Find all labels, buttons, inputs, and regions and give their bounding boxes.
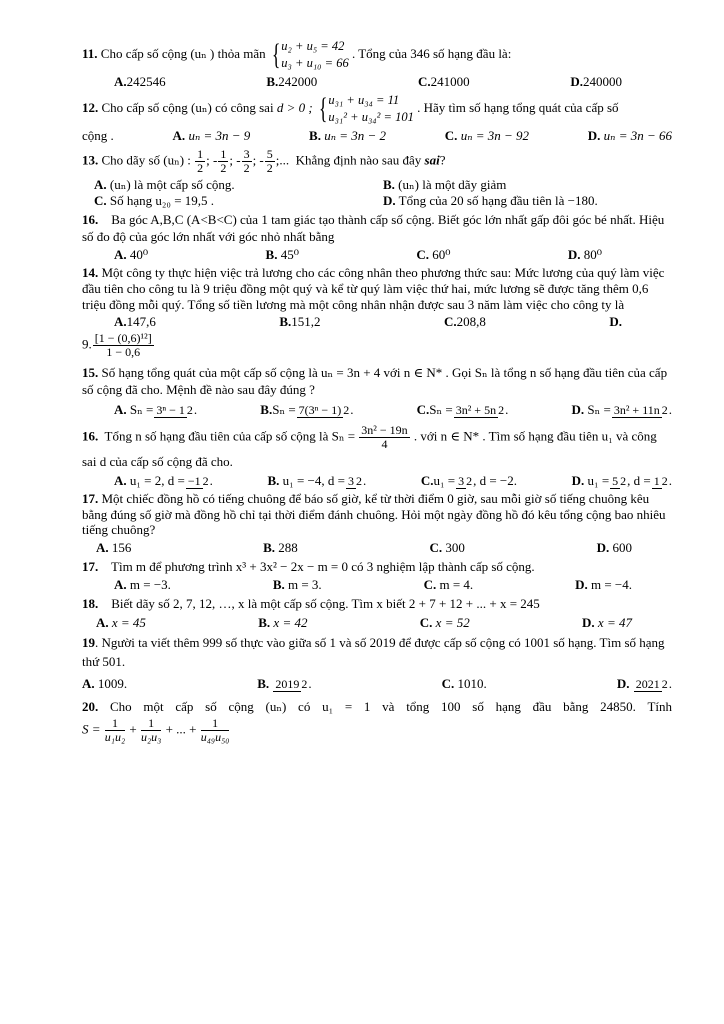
option-d[interactable]: D. x = 47 <box>582 614 632 630</box>
option-b[interactable]: B. (uₙ) là một dãy giảm <box>383 176 507 192</box>
option-c[interactable]: C. m = 4. <box>423 577 474 593</box>
option-d[interactable]: D. <box>609 314 622 330</box>
option-c[interactable]: C.u₁ = 3 2, d = −2. <box>420 473 518 489</box>
question-19: 19. Người ta viết thêm 999 số thực vào giữa số 1 và số 2019 để được cấp số cộng có 1001 số hạng. Tìm số hạng thứ 501. <box>82 634 665 670</box>
option-a[interactable]: A. u₁ = 2, d = −1 2. <box>114 473 213 489</box>
option-c[interactable]: C. Số hạng u₂₀ = 19,5 . <box>94 192 215 208</box>
option-b[interactable]: B. u₁ = −4, d = 3 2. <box>267 473 367 489</box>
option-d[interactable]: D. Sₙ = 3n² + 11n 2. <box>571 402 672 418</box>
option-b[interactable]: B. m = 3. <box>272 577 322 593</box>
option-b[interactable]: B.Sₙ = 7(3ⁿ − 1) 2. <box>260 402 354 418</box>
exercise-page <box>82 38 672 744</box>
option-a[interactable]: A. x = 45 <box>96 614 146 630</box>
option-b[interactable]: B. x = 42 <box>258 614 308 630</box>
option-a[interactable]: A. Sₙ = 3ⁿ − 1 2. <box>114 402 198 418</box>
option-c[interactable]: C. 60⁰ <box>416 247 451 263</box>
option-b[interactable]: B. 288 <box>263 540 298 556</box>
option-a[interactable]: A.242546 <box>114 73 166 89</box>
question-16a: 16. Ba góc A,B,C (A<B<C) của 1 tam giác tạo thành cấp số cộng. Biết góc lớn nhất gấp đôi góc bé nhất. Hiệu số đo độ của góc lớn nhất với góc nhỏ nhất bằng <box>82 211 665 245</box>
option-c[interactable]: C.Sₙ = 3n² + 5n 2. <box>416 402 509 418</box>
option-c[interactable]: C.208,8 <box>444 314 486 330</box>
answer-options <box>82 314 672 330</box>
answer-options <box>82 177 672 209</box>
question-14: 14. Một công ty thực hiện việc trả lương cho các công nhân theo phương thức sau: Mức lương của quý làm việc đầu tiên cho công tu là 9 triệu đồng một quý và kể từ quý làm việc thứ hai, mức lương sẽ được tăng thêm 0,6 triệu đồng mỗi quý. Tổng số tiền lương mà một công nhân nhận được sau 3 năm làm việc cho công ty là <box>82 265 665 312</box>
equation-system: { u₃₁ + u₃₄ = 11 u₃₁² + u₃₄² = 101 <box>318 91 414 125</box>
answer-options: cộng . A. uₙ = 3n − 9 B. uₙ = 3n − 2 C. uₙ = 3n − 92 D. uₙ = 3n − 66 <box>82 127 672 143</box>
answer-options <box>82 473 672 489</box>
question-11: 11. Cho cấp số cộng (uₙ ) thỏa mãn { u₂ + u₅ = 42 u₃ + u₁₀ = 66 . Tổng của 346 số hạng đầu là: <box>82 37 512 71</box>
question-20: 20. Cho một cấp số cộng (uₙ) có u₁ = 1 và tổng 100 số hạng đầu bằng 24850. Tính <box>82 698 672 714</box>
option-d[interactable]: D. 600 <box>596 540 632 556</box>
option-d[interactable]: D.240000 <box>570 73 622 89</box>
option-d[interactable]: D. uₙ = 3n − 66 <box>587 127 672 143</box>
question-18: 18. Biết dãy số 2, 7, 12, …, x là một cấp số cộng. Tìm x biết 2 + 7 + 12 + ... + x = 245 <box>82 596 540 612</box>
option-c[interactable]: C. x = 52 <box>419 614 470 630</box>
option-a[interactable]: A. uₙ = 3n − 9 <box>172 127 251 143</box>
option-b[interactable]: B.242000 <box>266 73 318 89</box>
equation-system: { u₂ + u₅ = 42 u₃ + u₁₀ = 66 <box>271 37 349 71</box>
answer-options <box>82 540 672 556</box>
option-b[interactable]: B.151,2 <box>279 314 321 330</box>
sum-expression: S = $\frac{1}{\text{u₁u₂}}$ + $\frac{1}{\text{u₂u₃}}$ + ... + $\frac{1}{\text{u₄₉u₅₀}}$ <box>82 715 230 745</box>
option-a[interactable]: A. (uₙ) là một cấp số cộng. <box>94 176 235 192</box>
option-b[interactable]: B. uₙ = 3n − 2 <box>309 127 387 143</box>
option-d[interactable]: D. Tổng của 20 số hạng đầu tiên là −180. <box>383 192 598 208</box>
option-a[interactable]: A. 156 <box>96 540 132 556</box>
question-17b: 17. Tìm m để phương trình x³ + 3x² − 2x − m = 0 có 3 nghiệm lập thành cấp số cộng. <box>82 559 535 575</box>
question-16b: 16. Tổng n số hạng đầu tiên của cấp số cộng là Sₙ = $\frac{\text{3n² − 19n}}{4}$ . với n ∈ N* . Tìm số hạng đầu tiên u₁ và công sai d của cấp số cộng đã cho. <box>82 423 657 469</box>
question-17a: 17. Một chiếc đồng hồ có tiếng chuông để báo số giờ, kể từ thời điểm 0 giờ, sau mỗi giờ số tiếng chuông kêu bằng đúng số giờ mà đồng hồ chỉ tại thời điểm đánh chuông. Hỏi một ngày đồng hồ đó kêu tổng cộng bao nhiêu tiếng chuông? <box>82 491 666 538</box>
answer-options <box>82 247 672 263</box>
option-a[interactable]: A. m = −3. <box>114 577 171 593</box>
option-c[interactable]: C. uₙ = 3n − 92 <box>444 127 530 143</box>
question-13: 13. Cho dãy số (uₙ) : $\frac{1}{2}$ ; - $\frac{1}{2}$ ; - $\frac{3}{2}$ ; - $\frac{5}{2}$ ;... Khẳng định nào sau đây sai? <box>82 146 446 175</box>
answer-options <box>82 577 672 593</box>
option-d[interactable]: D. m = −4. <box>575 577 632 593</box>
answer-options <box>82 74 672 90</box>
option-c[interactable]: C. 300 <box>429 540 465 556</box>
option-b[interactable]: B. 45⁰ <box>265 247 299 263</box>
option-a[interactable]: A. 40⁰ <box>114 247 149 263</box>
option-d[interactable]: D. 80⁰ <box>567 247 602 263</box>
option-a[interactable]: A. 1009. <box>82 675 128 691</box>
answer-options <box>82 402 672 418</box>
answer-options <box>82 615 672 631</box>
option-d[interactable]: D. 2021 2. <box>616 675 672 691</box>
option-d-value: 9. $\frac{\text{[1 − (0,6)¹²]}}{1 - 0,6}$ <box>82 331 152 360</box>
answer-options <box>82 676 672 692</box>
question-15: 15. Số hạng tổng quát của một cấp số cộng là uₙ = 3n + 4 với n ∈ N* . Gọi Sₙ là tổng n số hạng đầu tiên của cấp số cộng đã cho. Mệnh đề nào sau đây đúng ? <box>82 364 668 397</box>
question-12: 12. Cho cấp số cộng (uₙ) có công sai d > 0 ; { u₃₁ + u₃₄ = 11 u₃₁² + u₃₄² = 101 . Hãy tìm số hạng tổng quát của cấp số <box>82 91 619 125</box>
option-c[interactable]: C. 1010. <box>441 675 487 691</box>
option-c[interactable]: C.241000 <box>418 73 470 89</box>
option-a[interactable]: A.147,6 <box>114 314 156 330</box>
option-b[interactable]: B. 2019 2. <box>257 675 312 691</box>
option-d[interactable]: D. u₁ = 5 2, d = 1 2. <box>571 473 672 489</box>
